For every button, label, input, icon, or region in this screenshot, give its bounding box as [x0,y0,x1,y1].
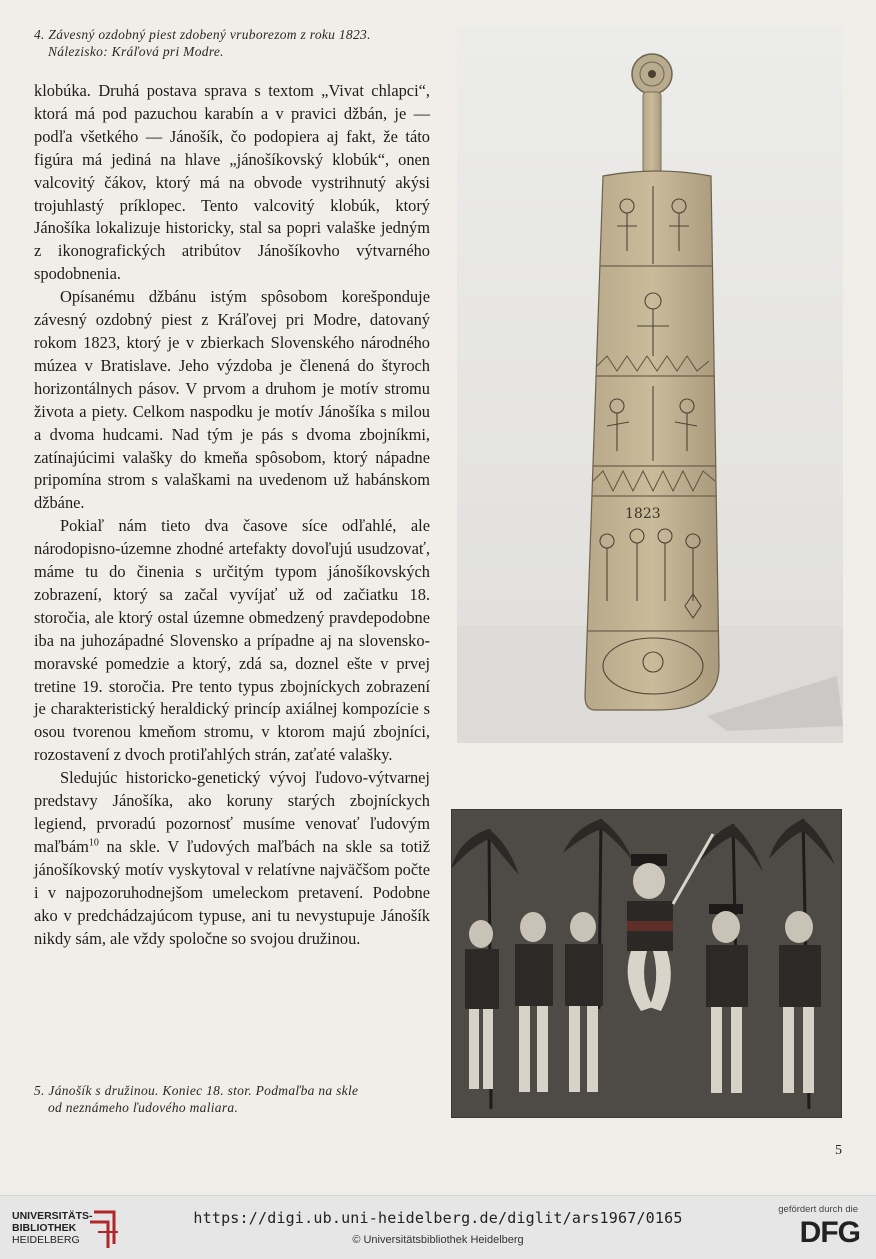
figure-5-caption [34,1082,358,1116]
document-url-link[interactable]: https://digi.ub.uni-heidelberg.de/diglit/ars1967/0165 [193,1209,683,1227]
page-number: 5 [835,1143,842,1158]
footnote-reference[interactable]: 10 [88,837,99,849]
paragraph: klobúka. Druhá postava sprava s textom „Vivat chlapci“, ktorá má pod pazuchou karabín a v pravici džbán, je — podľa všetkého — Jánošík, čo podopiera aj fakt, že táto figúra má jediná na hlave „jánošíkovský klobúk“, onen valcovitý čákov, ktorý má na obvode vystrihnutý akýsi trojuhlastý príklopec. Tento valcovitý klobúk, ktorý Jánošíka lokalizuje historicky, stal sa popri valaške jedným z ikonografických atribútov Jánošíkovho výtvarného spodobnenia. [34,81,430,284]
logo-line: HEIDELBERG [12,1234,80,1246]
figure-4-caption [34,26,371,60]
paragraph [34,767,430,950]
paragraph-text: na skle. V ľudových maľbách na skle sa totiž jánošíkovský motív vyskytoval v relatívne najväčšom počte i v najpozoruhodnejšom umeleckom pretavení. Podobne ako v predchádzajúcom typuse, ani tu nevystupuje Jánošík nikdy sám, ale vždy spoločne so svojou družinou. [34,836,430,948]
article-body [34,80,430,950]
viewer-footer [0,1195,876,1259]
logo-line: BIBLIOTHEK [12,1222,77,1234]
caption-line: Nálezisko: Kráľová pri Modre. [48,44,224,59]
funded-by-label: gefördert durch die [778,1204,858,1215]
paragraph: Pokiaľ nám tieto dva časove síce odľahlé, ale národopisno-územne zhodné artefakty dovoľujú usudzovať, máme tu do činenia s určitým typom jánošíkovských zobrazení, ktorý sa začal vyvíjať už od začiatku 18. storočia, ale ktorý ostal územne obmedzený pravdepodobne iba na juhozápadné Slovensko a prípadne aj na slovensko-moravské pomedzie a ktorý, zdá sa, doznel ešte v prvej tretine 19. storočia. Pre tento typus zbojníckych zobrazení je charakteristický heraldický princíp axiálnej kompozície s osou tvorenou kmeňom stromu, v ktorom majú zbojníci, rozostavení z dvoch protiľahlých strán, zaťaté valašky. [34,516,430,765]
copyright-text: © Universitätsbibliothek Heidelberg [352,1234,524,1246]
figure-5-photo-glass-painting [451,809,842,1118]
logo-line: UNIVERSITÄTS- [12,1210,93,1222]
paragraph-text: Sledujúc historicko-genetický vývoj ľudovo-výtvarnej predstavy Jánošíka, ako koruny starých zbojníckych legiend, prvoradú pozornosť musíme venovať ľudovým maľbám [34,768,430,856]
caption-line: 5. Jánošík s družinou. Koniec 18. stor. Podmaľba na skle [34,1083,359,1098]
carved-year: 1823 [625,506,661,522]
carved-piest-illustration [457,26,843,743]
dfg-logo[interactable]: DFG [799,1216,860,1249]
paragraph: Opísanému džbánu istým spôsobom korešponduje závesný ozdobný piest z Kráľovej pri Modre, datovaný rokom 1823, ktorý je v zbierkach Slovenského národného múzea v Bratislave. Jeho výzdoba je členená do štyroch horizontálnych pásov. V prvom a druhom je motív stromu života a piety. Celkom naspodku je motív Jánošíka s milou a dvoma hudcami. Nad tým je pás s dvoma zbojníkmi, zatínajúcimi valašky do kmeňa spôsobom, ktorý nápadne pripomína strom s valaškami na uvedenom už habánskom džbáne. [34,287,430,513]
caption-line: od neznámeho ľudového maliara. [48,1100,239,1115]
figure-4-photo-carved-piest [457,26,843,743]
glass-painting-illustration [451,809,842,1118]
caption-line: 4. Závesný ozdobný piest zdobený vruborezom z roku 1823. [34,27,371,42]
